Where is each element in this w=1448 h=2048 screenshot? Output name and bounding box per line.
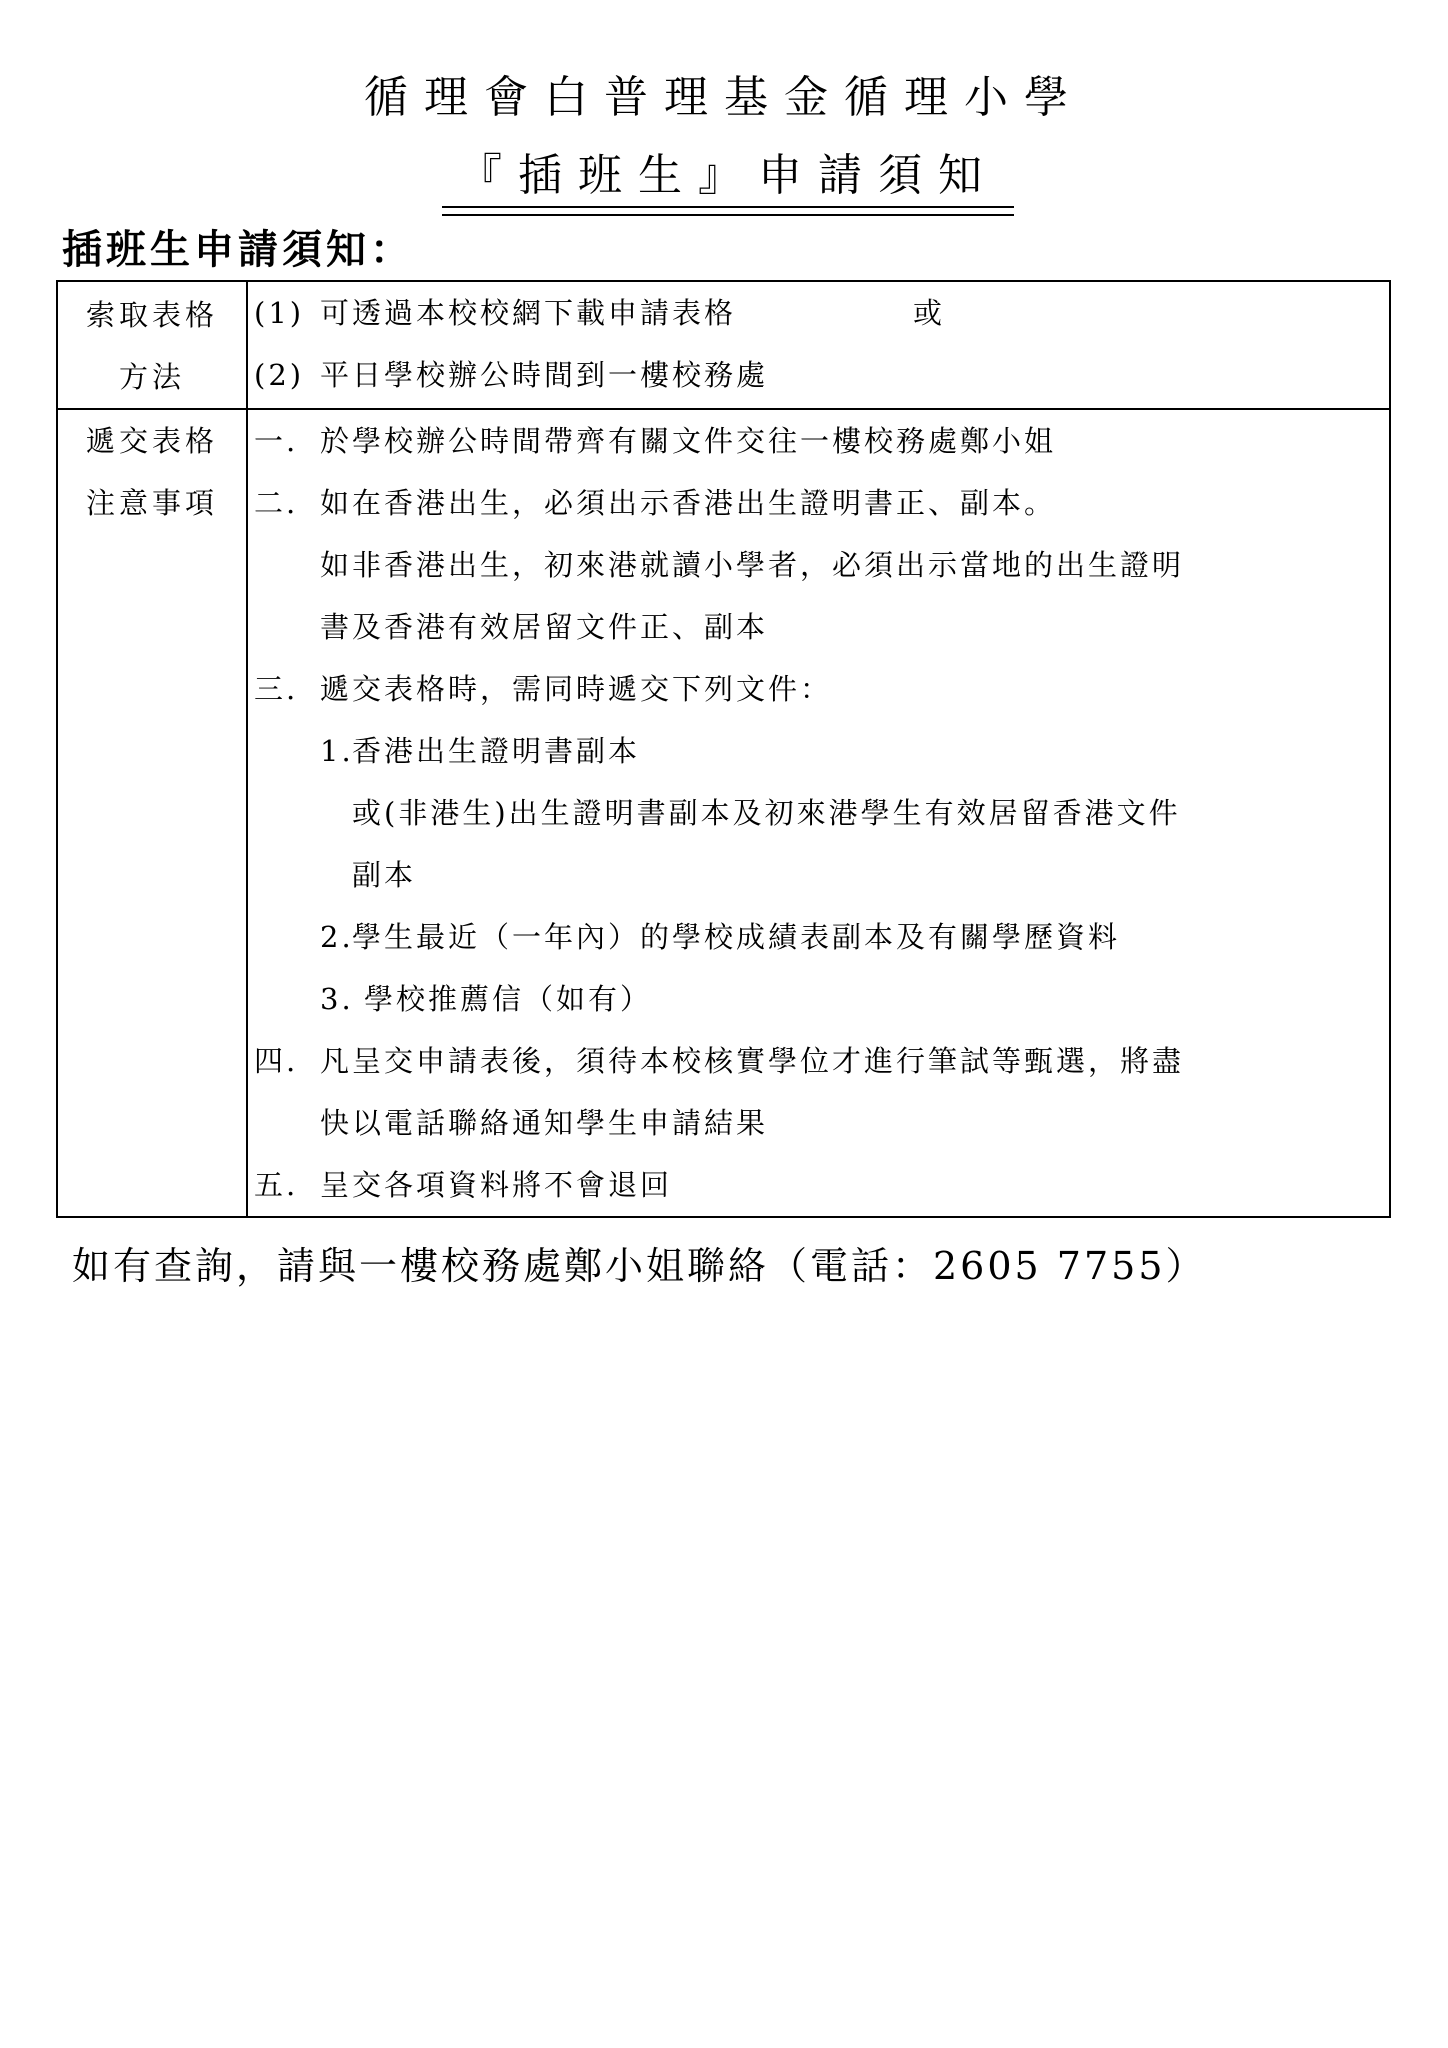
item-number: (1) <box>254 296 305 330</box>
list-item-continuation <box>248 534 1389 596</box>
enquiry-contact-note: 如有查詢，請與一樓校務處鄭小姐聯絡（電話：2605 7755） <box>72 1244 1207 1288</box>
item-text: 如非香港出生，初來港就讀小學者，必須出示當地的出生證明 <box>320 548 1185 582</box>
sub-item-number: 2. <box>320 920 354 954</box>
submission-notes-content-cell <box>247 409 1390 1217</box>
item-number: 四. <box>254 1044 299 1078</box>
form-collection-label-line1: 索取表格 <box>85 298 218 332</box>
sub-item-number: 3. <box>320 982 354 1016</box>
item-text: 凡呈交申請表後，須待本校核實學位才進行筆試等甄選，將盡 <box>320 1044 1185 1078</box>
item-text: 遞交表格時，需同時遞交下列文件： <box>320 672 833 706</box>
sub-list-item-continuation <box>248 782 1389 844</box>
form-collection-label-cell <box>57 281 247 409</box>
list-item <box>248 1154 1389 1216</box>
form-collection-label-line2: 方法 <box>118 360 185 394</box>
list-item <box>248 344 1389 406</box>
sub-item-text: 學生最近（一年內）的學校成績表副本及有關學歷資料 <box>352 920 1121 954</box>
item-number: 二. <box>254 486 299 520</box>
list-item <box>248 282 1389 344</box>
sub-list-item <box>248 720 1389 782</box>
sub-list-item-continuation <box>248 844 1389 906</box>
section-heading: 插班生申請須知： <box>62 227 414 273</box>
document-title: 『插班生』申請須知 <box>458 150 998 201</box>
item-text: 呈交各項資料將不會退回 <box>320 1168 673 1202</box>
item-text: 如在香港出生，必須出示香港出生證明書正、副本。 <box>320 486 1057 520</box>
sub-list-item <box>248 906 1389 968</box>
item-text: 於學校辦公時間帶齊有關文件交往一樓校務處鄭小姐 <box>320 424 1057 458</box>
item-number: 五. <box>254 1168 299 1202</box>
list-item-continuation <box>248 1092 1389 1154</box>
sub-item-number: 1. <box>320 734 354 768</box>
list-item <box>248 658 1389 720</box>
sub-item-text: 副本 <box>352 858 417 892</box>
table-row-submission-notes <box>57 409 1390 1217</box>
title-double-underline <box>442 206 1014 216</box>
submission-notes-label-line1: 遞交表格 <box>85 424 218 458</box>
list-item <box>248 472 1389 534</box>
sub-item-text: 或(非港生)出生證明書副本及初來港學生有效居留香港文件 <box>352 796 1181 830</box>
item-text: 書及香港有效居留文件正、副本 <box>320 610 769 644</box>
list-item <box>248 1030 1389 1092</box>
table-row-form-collection <box>57 281 1390 409</box>
list-item <box>248 410 1389 472</box>
submission-notes-label-cell <box>57 409 247 1217</box>
item-number: 三. <box>254 672 299 706</box>
school-name: 循理會白普理基金循理小學 <box>364 72 1084 123</box>
list-item-continuation <box>248 596 1389 658</box>
item-suffix: 或 <box>913 296 946 330</box>
form-collection-content-cell <box>247 281 1390 409</box>
item-number: 一. <box>254 424 299 458</box>
submission-notes-label-line2: 注意事項 <box>85 486 218 520</box>
item-number: (2) <box>254 358 305 392</box>
item-text: 平日學校辦公時間到一樓校務處 <box>320 358 769 392</box>
item-text: 可透過本校校網下載申請表格 <box>320 296 737 330</box>
sub-item-text: 學校推薦信（如有） <box>364 982 653 1016</box>
item-text: 快以電話聯絡通知學生申請結果 <box>320 1106 769 1140</box>
application-info-table <box>56 280 1391 1218</box>
sub-item-text: 香港出生證明書副本 <box>352 734 641 768</box>
sub-list-item <box>248 968 1389 1030</box>
